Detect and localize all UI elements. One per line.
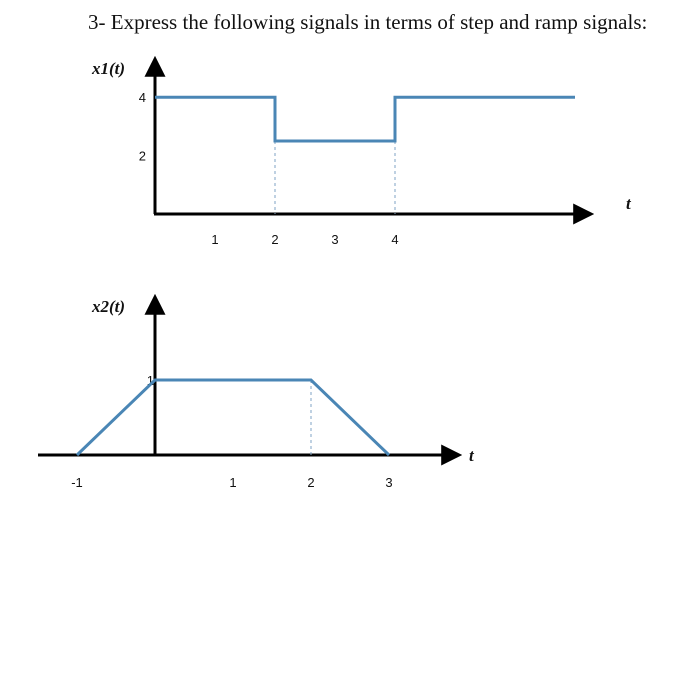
x1-xlabel: t: [626, 194, 631, 213]
x2-xtick-label: 1: [229, 475, 237, 490]
x1-xtick-label: 1: [211, 232, 219, 247]
x1-ytick-label: 2: [138, 148, 146, 164]
question-text: 3- Express the following signals in terms of step and ramp signals:: [88, 10, 648, 34]
x1-xtick-label: 2: [271, 232, 279, 247]
x1-ylabel: x1(t): [92, 59, 126, 78]
x2-xlabel: t: [469, 446, 474, 465]
chart-x1: [91, 59, 632, 247]
x1-xtick-label: 4: [391, 232, 399, 247]
x2-ytick-label: 1: [146, 373, 154, 388]
x2-xtick-label: 2: [307, 475, 315, 490]
x2-ylabel: x2(t): [92, 297, 126, 316]
x1-signal-line: [155, 97, 575, 141]
x2-signal-line: [77, 380, 389, 455]
x1-xtick-label: 3: [331, 232, 339, 247]
x1-ytick-label: 4: [138, 90, 146, 106]
x2-xtick-label: -1: [71, 475, 83, 490]
chart-x2: [38, 297, 475, 490]
x2-xtick-label: 3: [385, 475, 393, 490]
